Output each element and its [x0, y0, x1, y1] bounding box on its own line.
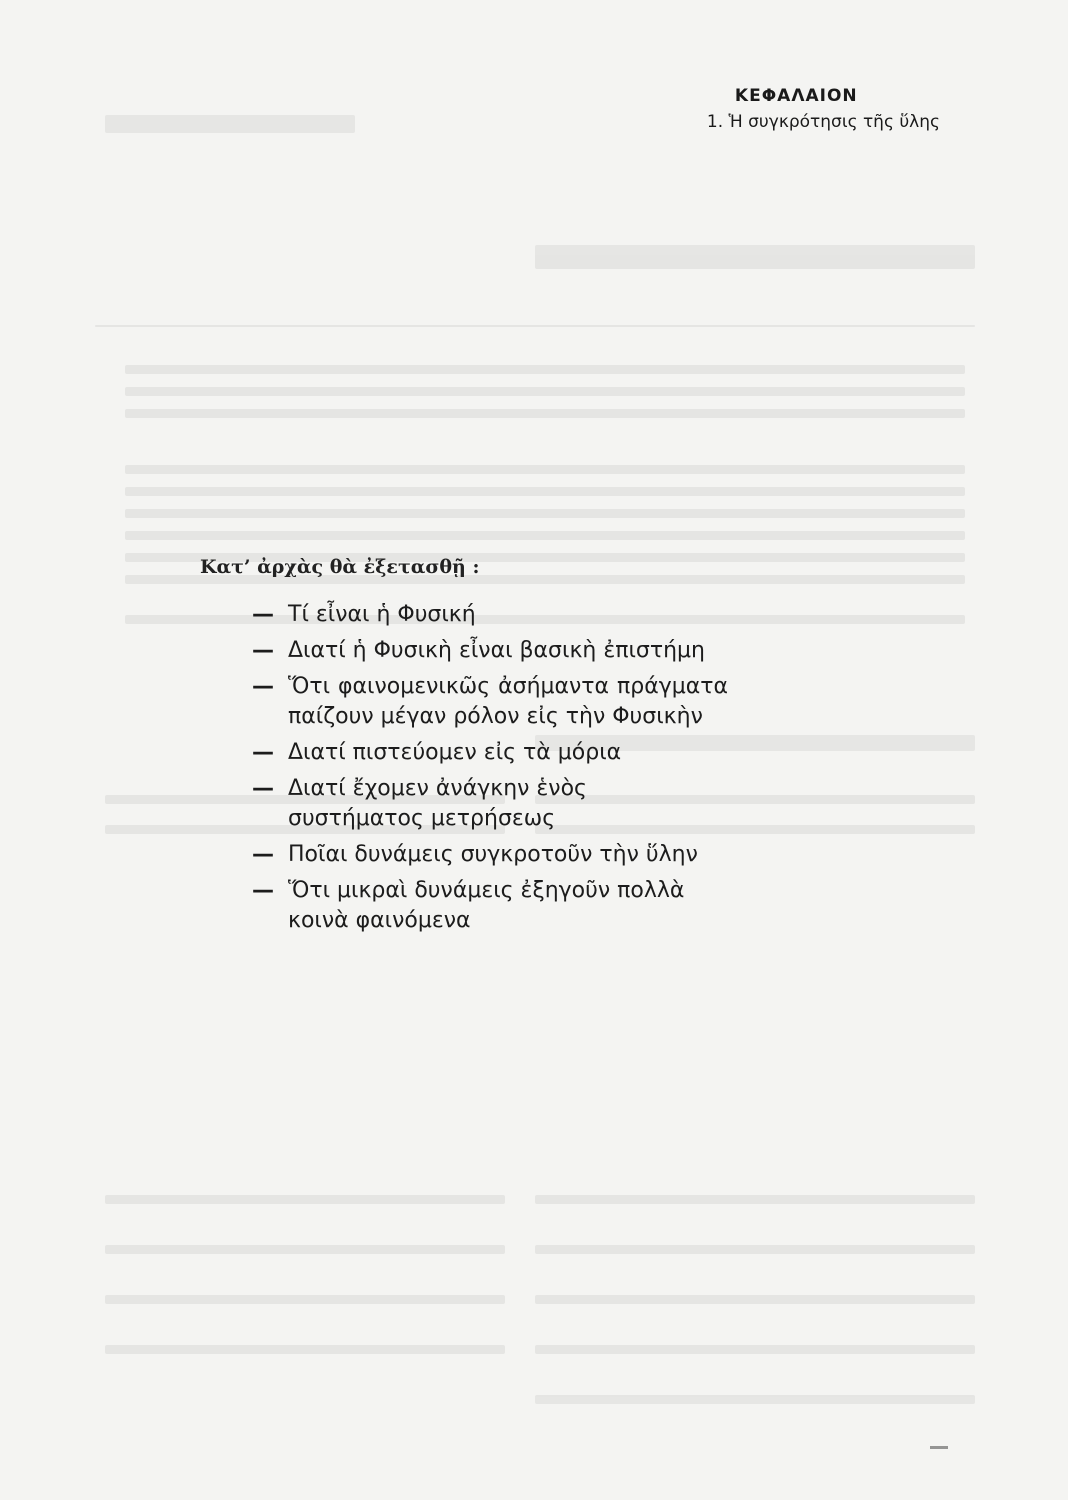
topic-item	[252, 600, 952, 630]
topic-item	[252, 636, 952, 666]
topic-item	[252, 738, 952, 768]
topic-text: Ὅτι μικραὶ δυνάμεις ἐξηγοῦν πολλὰ κοινὰ φαινόμενα	[288, 878, 685, 933]
chapter-title: ΚΕΦΑΛΑΙΟΝ	[734, 86, 858, 106]
topic-item	[252, 876, 952, 936]
topic-list	[252, 600, 952, 942]
topic-text: Τί εἶναι ἡ Φυσική	[288, 602, 476, 627]
dash-marker: —	[252, 878, 274, 903]
topic-text: Διατί πιστεύομεν εἰς τὰ μόρια	[288, 740, 622, 765]
dash-marker: —	[252, 674, 274, 699]
chapter-header	[707, 84, 940, 134]
topic-item	[252, 840, 952, 870]
dash-marker: —	[252, 776, 274, 801]
dash-marker: —	[252, 638, 274, 663]
topic-text: Ποῖαι δυνάμεις συγκροτοῦν τὴν ὕλην	[288, 842, 698, 867]
topic-item	[252, 672, 952, 732]
topic-text: Ὅτι φαινομενικῶς ἀσήμαντα πράγματα παίζουν μέγαν ρόλον εἰς τὴν Φυσικὴν	[288, 674, 728, 729]
chapter-subtitle: 1. Ἡ συγκρότησις τῆς ὕλης	[706, 112, 940, 132]
dash-marker: —	[252, 602, 274, 627]
intro-heading: Κατ’ ἀρχὰς θὰ ἐξετασθῇ :	[200, 556, 480, 578]
topic-item	[252, 774, 952, 834]
topic-text: Διατί ἡ Φυσικὴ εἶναι βασικὴ ἐπιστήμη	[288, 638, 706, 663]
dash-marker: —	[252, 740, 274, 765]
topic-text: Διατί ἔχομεν ἀνάγκην ἑνὸς συστήματος μετρήσεως	[288, 776, 587, 831]
stray-mark	[930, 1446, 948, 1449]
dash-marker: —	[252, 842, 274, 867]
